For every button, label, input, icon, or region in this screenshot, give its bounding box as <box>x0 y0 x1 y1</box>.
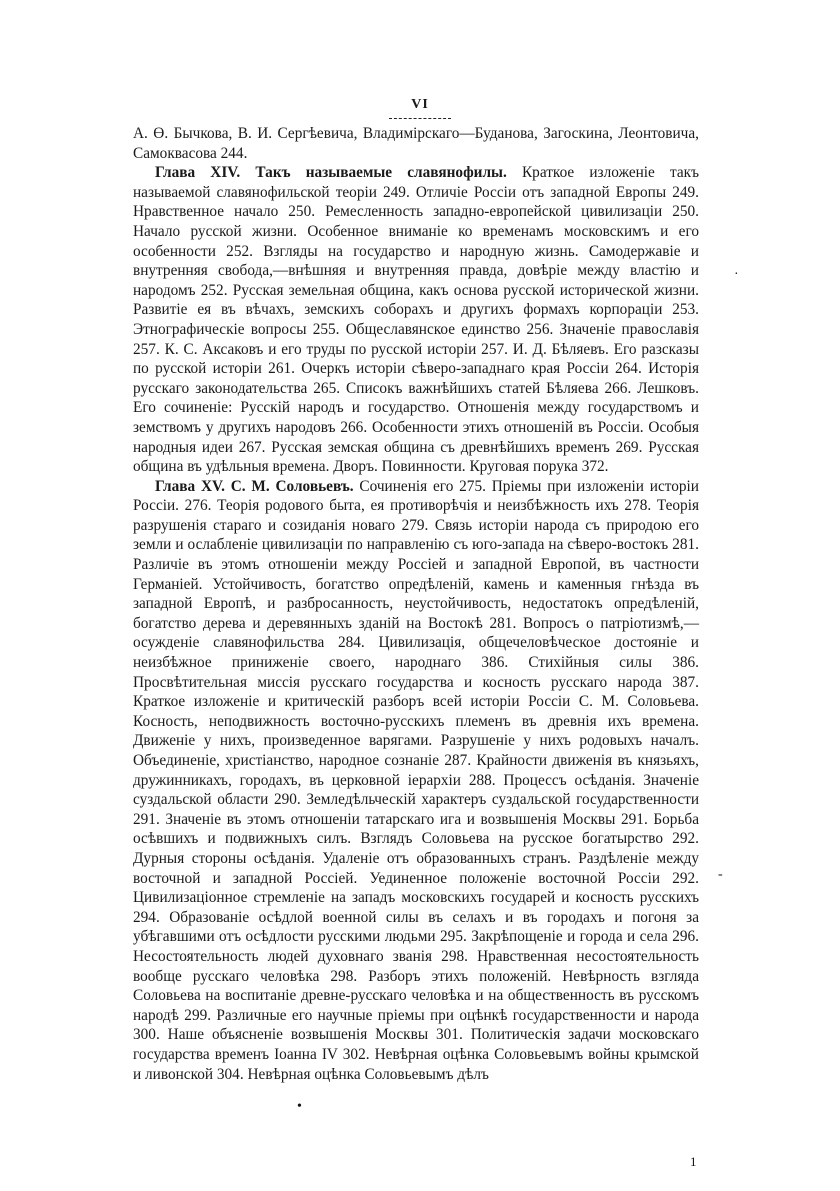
page-body <box>133 124 699 1084</box>
page-number-rule <box>389 118 451 119</box>
chapter-14-summary: Краткое изложеніе такъ называемой славянофильской теоріи 249. Отличіе Россіи отъ западной Европы 249. Нравственное начало 250. Ремесленность западно-европейской цивилизаціи 250. Начало русской жизни. Особенное вниманіе ко временамъ московскимъ и его особенности 252. Взгляды на государство и народную жизнь. Самодержавіе и внутренняя свобода,—внѣшняя и внутренняя правда, довѣріе между властію и народомъ 252. Русская земельная община, какъ основа русской исторической жизни. Развитіе ея въ вѣчахъ, земскихъ соборахъ и другихъ формахъ корпораціи 253. Этнографическіе вопросы 255. Общеславянское единство 256. Значеніе православія 257. К. С. Аксаковъ и его труды по русской исторіи 257. И. Д. Бѣляевъ. Его разсказы по русской исторіи 261. Очеркъ исторіи сѣверо-западнаго края Россіи 264. Исторія русскаго законодательства 265. Списокъ важнѣйшихъ статей Бѣляева 266. Лешковъ. Его сочиненіе: Русскій народъ и государство. Отношенія между государствомъ и земствомъ у другихъ народовъ 266. Особенности этихъ отношеній въ Россіи. Особыя народныя идеи 267. Русская земская община съ древнѣйшихъ временъ 269. Русская община въ удѣльныя времена. Дворъ. Повинности. Круговая порука 372. <box>133 164 700 476</box>
chapter-14-heading: Глава XIV. Такъ называемые славянофилы. <box>155 164 507 182</box>
paragraph-chapter-14 <box>133 163 699 477</box>
speck-mark: · <box>734 267 739 282</box>
corner-mark: 1 <box>690 1154 697 1169</box>
speck-mark: • <box>297 1099 302 1114</box>
paragraph-continuation: А. Ө. Бычкова, В. И. Сергѣевича, Владимірскаго—Буданова, Загоскина, Леонтовича, Самоквасова 244. <box>133 125 699 162</box>
chapter-15-summary: Сочиненія его 275. Пріемы при изложеніи исторіи Россіи. 276. Теорія родового быта, ея противорѣчія и неизбѣжность ихъ 278. Теорія разрушенія стараго и созиданія новаго 279. Связь исторіи народа съ природою его земли и ослабленіе цивилизаціи по направленію съ юго-запада на сѣверо-востокъ 281. Различіе въ этомъ отношеніи между Россіей и западной Европой, въ частности Германіей. Устойчивость, богатство опредѣленій, камень и каменныя гнѣзда въ западной Европѣ, и разбросанность, неустойчивость, недостатокъ опредѣленій, богатство дерева и деревянныхъ зданій на Востокѣ 281. Вопросъ о патріотизмѣ,—осужденіе славянофильства 284. Цивилизація, общечеловѣческое достояніе и неизбѣжное приниженіе своего, народнаго 386. Стихійныя силы 386. Просвѣтительная миссія русскаго государства и косность русскаго народа 387. Краткое изложеніе и критическій разборъ всей исторіи Россіи С. М. Соловьева. Косность, неподвижность восточно-русскихъ племенъ въ древнія ихъ времена. Движеніе у нихъ, произведенное варягами. Разрушеніе у нихъ родовыхъ началъ. Объединеніе, христіанство, народное сознаніе 287. Крайности движенія въ князьяхъ, дружинникахъ, городахъ, въ церковной іерархіи 288. Процессъ осѣданія. Значеніе суздальской области 290. Земледѣльческій характеръ суздальской государственности 291. Значеніе въ этомъ отношеніи татарскаго ига и возвышенія Москвы 291. Борьба осѣвшихъ и подвижныхъ силъ. Взглядъ Соловьева на русское богатырство 292. Дурныя стороны осѣданія. Удаленіе отъ образованныхъ странъ. Раздѣленіе между восточной и западной Россіей. Уединенное положеніе восточной Россіи 292. Цивилизаціонное стремленіе на западъ московскихъ государей и косность русскихъ 294. Образованіе осѣдлой военной силы въ селахъ и въ городахъ и погоня за убѣгавшими отъ осѣдлости русскими людьми 295. Закрѣпощеніе и города и села 296. Несостоятельность людей духовнаго званія 298. Нравственная несостоятельность вообще русскаго человѣка 298. Разборъ этихъ положеній. Невѣрность взгляда Соловьева на воспитаніе древне-русскаго человѣка и на общественность въ русскомъ народѣ 299. Различные его научные пріемы при оцѣнкѣ государственности и народа 300. Наше объясненіе возвышенія Москвы 301. Политическія задачи московскаго государства временъ Іоанна IV 302. Невѣрная оцѣнка Соловьевымъ войны крымской и ливонской 304. Невѣрная оцѣнка Соловьевымъ дѣлъ <box>133 477 699 1083</box>
chapter-15-heading: Глава XV. С. М. Соловьевъ. <box>155 477 354 495</box>
speck-mark: - <box>718 867 723 882</box>
paragraph-chapter-15 <box>133 477 699 1084</box>
page-number: VI <box>411 97 429 112</box>
